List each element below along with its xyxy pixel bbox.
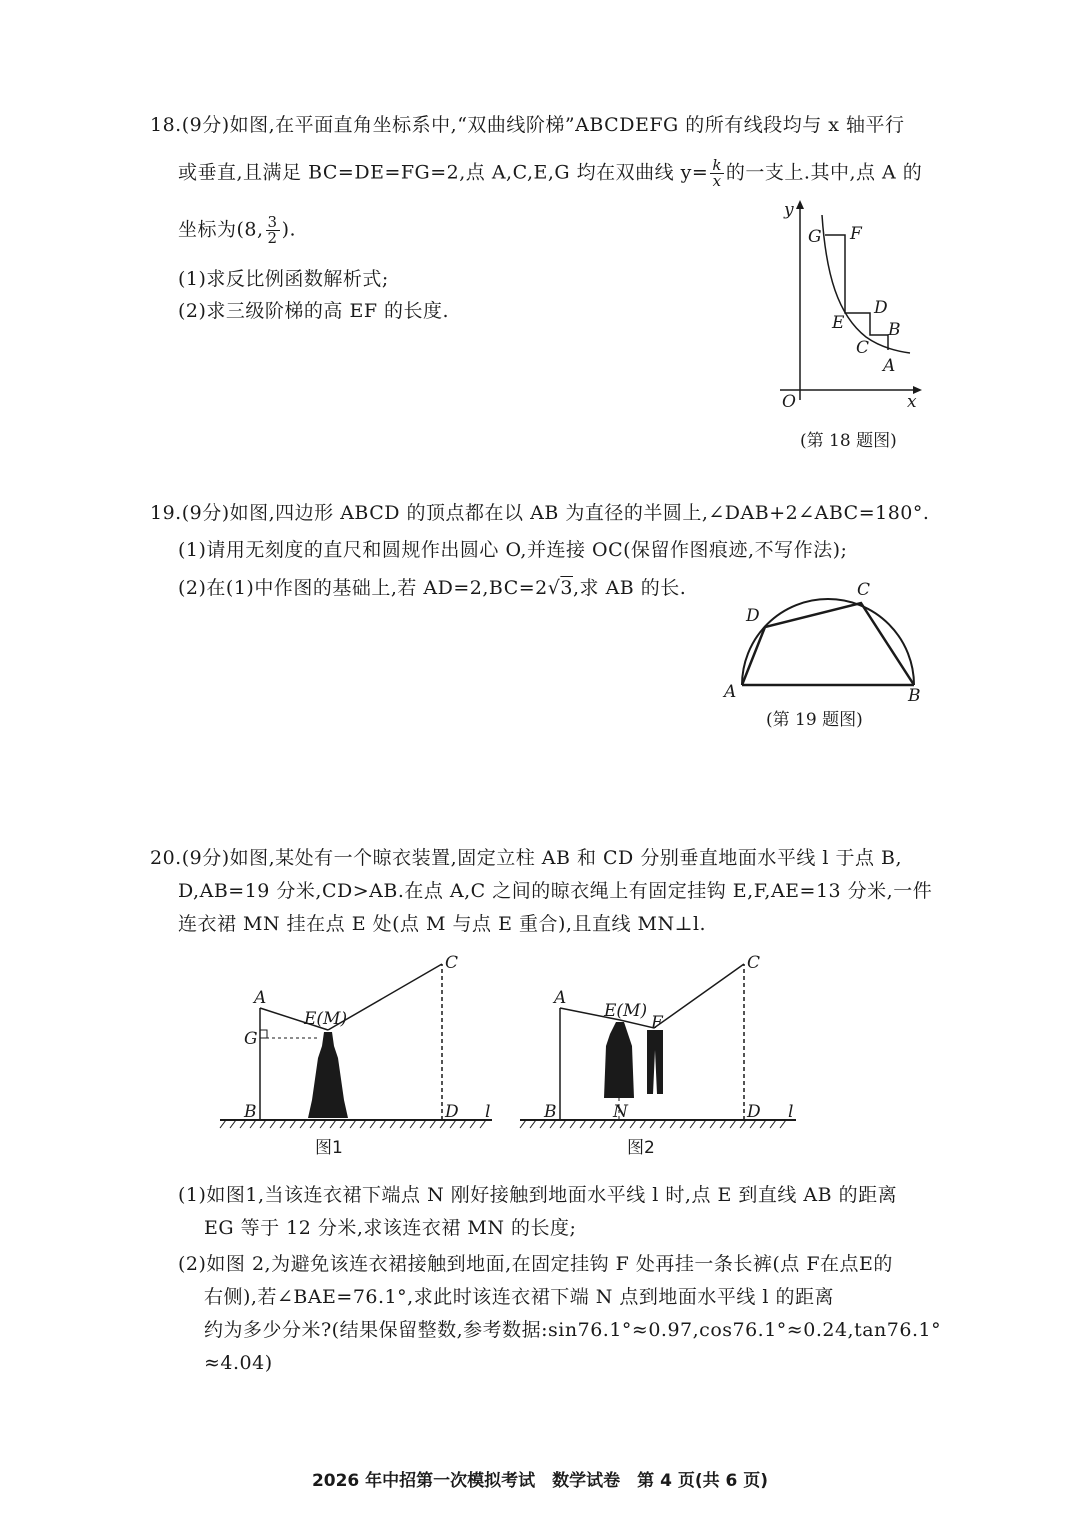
q19-sub2-sqrt: 3 <box>560 577 573 599</box>
q18-frac-a <box>266 215 280 246</box>
q20-line1: 20.(9分)如图,某处有一个晾衣装置,固定立柱 AB 和 CD 分别垂直地面水平线 l 于点 B, <box>150 847 903 869</box>
q18-line1: 18.(9分)如图,在平面直角坐标系中,“双曲线阶梯”ABCDEFG 的所有线段均与 x 轴平行 <box>150 114 905 136</box>
q20-fig2-label-A: A <box>554 988 567 1008</box>
q19-sub2a: (2)在(1)中作图的基础上,若 AD=2,BC=2√ <box>178 577 561 599</box>
q18-label-F: F <box>850 224 862 244</box>
q20-fig1-label-EM: E(M) <box>304 1009 348 1029</box>
q20-figure1 <box>220 950 500 1130</box>
q20-fig1-label-B: B <box>244 1102 257 1122</box>
q20-sub1-line1: (1)如图1,当该连衣裙下端点 N 刚好接触到地面水平线 l 时,点 E 到直线 AB 的距离 <box>178 1184 898 1206</box>
q20-fig1-dress <box>308 1032 348 1118</box>
q20-fig2-label-l: l <box>788 1102 794 1122</box>
q20-sub1-line2: EG 等于 12 分米,求该连衣裙 MN 的长度; <box>204 1217 577 1239</box>
q18-sub1: (1)求反比例函数解析式; <box>178 268 389 290</box>
q19-label-D: D <box>746 606 760 626</box>
q18-label-D: D <box>874 298 888 318</box>
q20-fig2-label-D: D <box>747 1102 761 1122</box>
q19-label-C: C <box>857 580 871 600</box>
q18-line2b: 的一支上.其中,点 A 的 <box>725 161 923 184</box>
q19-line1: 19.(9分)如图,四边形 ABCD 的顶点都在以 AB 为直径的半圆上,∠DAB+2∠ABC=180°. <box>150 502 930 524</box>
q20-fig2-dress <box>604 1022 634 1098</box>
q19-quadrilateral <box>742 603 914 685</box>
q18-line2a: 或垂直,且满足 BC=DE=FG=2,点 A,C,E,G 均在双曲线 y= <box>178 161 709 184</box>
q20-fig1-label-A: A <box>254 988 267 1008</box>
q20-fig2-label-EM: E(M) <box>604 1001 648 1021</box>
q20-fig1-label-D: D <box>445 1102 459 1122</box>
q20-fig1-label-G: G <box>244 1029 258 1049</box>
q19-label-B: B <box>908 686 921 706</box>
q20-fig1-right-angle <box>260 1030 267 1038</box>
q20-line2: D,AB=19 分米,CD>AB.在点 A,C 之间的晾衣绳上有固定挂钩 E,F,AE=13 分米,一件 <box>178 880 933 902</box>
q18-figure <box>770 195 930 410</box>
q19-caption: (第 19 题图) <box>766 710 863 730</box>
q20-sub2-line3: 约为多少分米?(结果保留整数,参考数据:sin76.1°≈0.97,cos76.1°≈0.24,tan76.1° <box>204 1319 942 1341</box>
q18-frac-a-den: 2 <box>267 229 278 247</box>
q18-line3 <box>178 215 296 246</box>
q20-fig2-pants <box>647 1030 663 1094</box>
q18-sub2: (2)求三级阶梯的高 EF 的长度. <box>178 300 450 322</box>
q18-y-arrow <box>796 200 804 209</box>
q18-line2 <box>178 158 922 189</box>
q18-label-E: E <box>832 313 845 333</box>
q18-label-B: B <box>888 320 901 340</box>
q20-sub2-line1: (2)如图 2,为避免该连衣裙接触到地面,在固定挂钩 F 处再挂一条长裤(点 F在点E的 <box>178 1253 893 1275</box>
q20-fig1-label-C: C <box>445 953 459 973</box>
q18-frac-k-den: x <box>712 172 722 190</box>
q20-sub2-line4: ≈4.04) <box>204 1352 273 1374</box>
q19-sub2 <box>178 575 686 601</box>
q18-label-A: A <box>883 356 896 376</box>
q18-caption: (第 18 题图) <box>800 431 897 451</box>
q20-fig1-caption: 图1 <box>315 1138 343 1158</box>
q18-frac-k <box>710 158 724 189</box>
q18-label-O: O <box>782 392 796 412</box>
q20-fig2-caption: 图2 <box>627 1138 655 1158</box>
q18-frac-a-num: 3 <box>267 213 278 231</box>
q18-label-G: G <box>808 227 822 247</box>
q18-label-C: C <box>856 338 870 358</box>
q20-fig2-label-B: B <box>544 1102 557 1122</box>
q20-line3: 连衣裙 MN 挂在点 E 处(点 M 与点 E 重合),且直线 MN⊥l. <box>178 913 707 935</box>
q19-sub2b: ,求 AB 的长. <box>572 577 687 599</box>
q18-line3b: ). <box>281 218 297 241</box>
q19-label-A: A <box>724 682 737 702</box>
q20-fig2-label-C: C <box>747 953 761 973</box>
q20-fig2-label-F: F <box>651 1013 663 1033</box>
q18-frac-k-num: k <box>712 156 722 174</box>
q20-fig1-label-l: l <box>485 1102 491 1122</box>
q18-line3a: 坐标为(8, <box>178 218 264 241</box>
q19-figure <box>720 575 935 705</box>
q18-label-x: x <box>907 392 917 412</box>
q20-fig2-label-N: N <box>613 1102 628 1122</box>
q20-figure2 <box>520 950 800 1130</box>
page-footer: 2026 年中招第一次模拟考试 数学试卷 第 4 页(共 6 页) <box>311 1471 769 1491</box>
q18-label-y: y <box>784 200 794 220</box>
q19-sub1: (1)请用无刻度的直尺和圆规作出圆心 O,并连接 OC(保留作图痕迹,不写作法); <box>178 539 848 561</box>
q20-sub2-line2: 右侧),若∠BAE=76.1°,求此时该连衣裙下端 N 点到地面水平线 l 的距离 <box>204 1286 835 1308</box>
